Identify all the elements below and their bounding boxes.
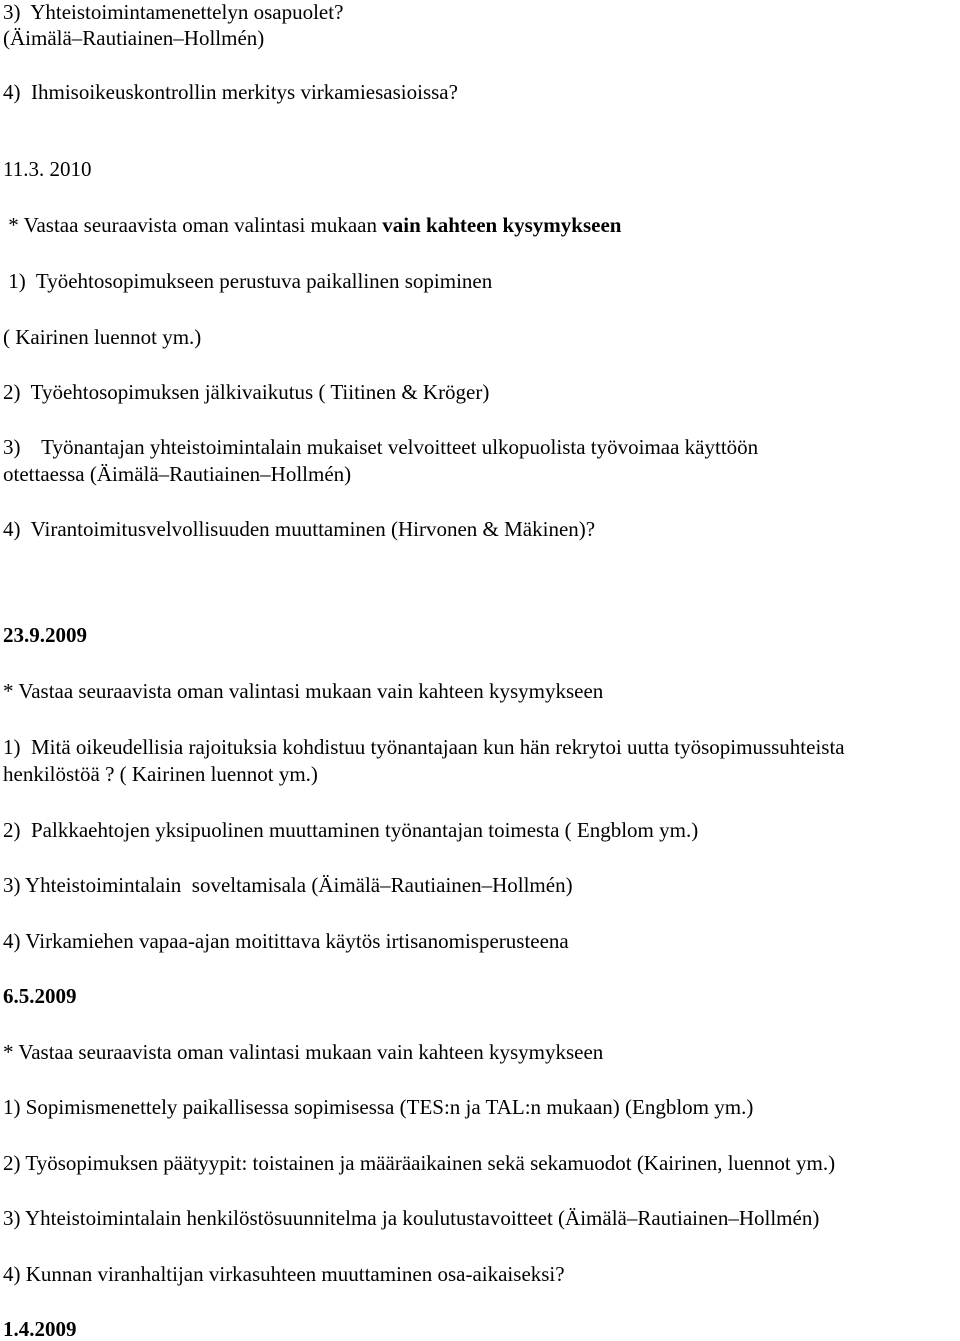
exam-date-heading: 6.5.2009 [3, 984, 77, 1008]
instruction-text [3, 213, 621, 237]
instruction-lead: * Vastaa seuraavista oman valintasi mukaan [3, 213, 383, 237]
question-text: 1) Työehtosopimukseen perustuva paikallinen sopiminen [3, 269, 493, 293]
instruction-emphasis: vain kahteen kysymykseen [382, 213, 622, 237]
exam-date-heading: 23.9.2009 [3, 623, 87, 647]
question-reference: ( Kairinen luennot ym.) [3, 325, 202, 349]
question-text: otettaessa (Äimälä–Rautiainen–Hollmén) [3, 462, 352, 486]
question-text: 4) Kunnan viranhaltijan virkasuhteen muuttaminen osa-aikaiseksi? [3, 1262, 565, 1286]
question-text: 2) Työehtosopimuksen jälkivaikutus ( Tiitinen & Kröger) [3, 380, 490, 404]
question-text: 2) Palkkaehtojen yksipuolinen muuttaminen työnantajan toimesta ( Engblom ym.) [3, 818, 699, 842]
question-text: 4) Virkamiehen vapaa-ajan moitittava käytös irtisanomisperusteena [3, 929, 569, 953]
question-text: 3) Työnantajan yhteistoimintalain mukaiset velvoitteet ulkopuolista työvoimaa käyttöön [3, 435, 759, 459]
instruction-text: * Vastaa seuraavista oman valintasi mukaan vain kahteen kysymykseen [3, 1040, 604, 1064]
question-text: 1) Mitä oikeudellisia rajoituksia kohdistuu työnantajaan kun hän rekrytoi uutta työsopimussuhteista [3, 735, 845, 759]
question-text: 1) Sopimismenettely paikallisessa sopimisessa (TES:n ja TAL:n mukaan) (Engblom ym.) [3, 1095, 754, 1119]
question-text: 3) Yhteistoimintalain henkilöstösuunnitelma ja koulutustavoitteet (Äimälä–Rautiainen–Hollmén) [3, 1206, 820, 1230]
question-text: 3) Yhteistoimintamenettelyn osapuolet? [3, 0, 344, 24]
question-text: 4) Ihmisoikeuskontrollin merkitys virkamiesasioissa? [3, 80, 458, 104]
question-text: 2) Työsopimuksen päätyypit: toistainen ja määräaikainen sekä sekamuodot (Kairinen, luennot ym.) [3, 1151, 836, 1175]
question-text: 3) Yhteistoimintalain soveltamisala (Äimälä–Rautiainen–Hollmén) [3, 873, 573, 897]
instruction-text: * Vastaa seuraavista oman valintasi mukaan vain kahteen kysymykseen [3, 679, 604, 703]
question-text: henkilöstöä ? ( Kairinen luennot ym.) [3, 762, 318, 786]
exam-date-heading: 11.3. 2010 [3, 157, 92, 181]
question-text: 4) Virantoimitusvelvollisuuden muuttaminen (Hirvonen & Mäkinen)? [3, 517, 596, 541]
exam-date-heading: 1.4.2009 [3, 1317, 77, 1341]
question-reference: (Äimälä–Rautiainen–Hollmén) [3, 26, 265, 50]
